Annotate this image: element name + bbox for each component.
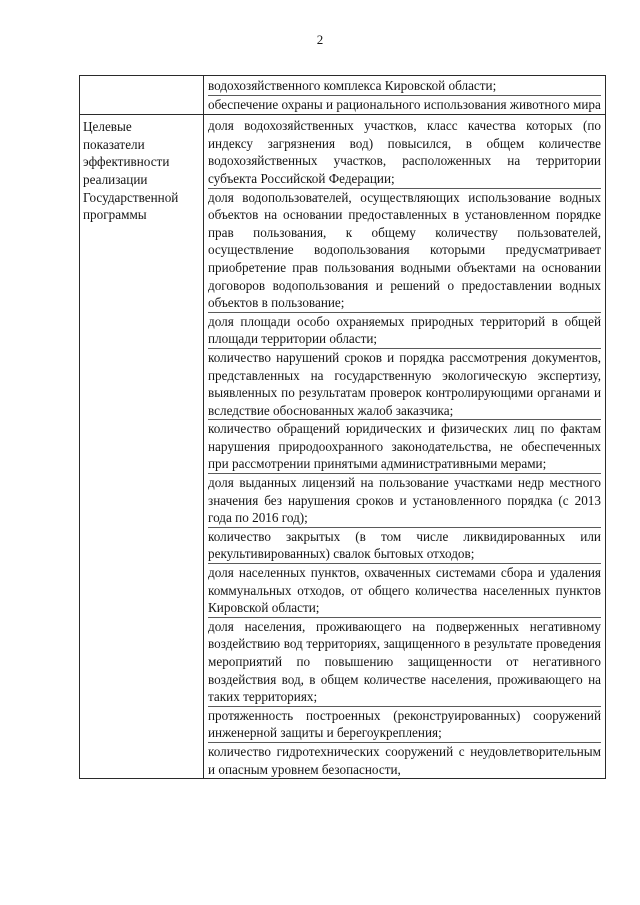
indicators-content-cell — [204, 115, 606, 779]
list-item: количество гидротехнических сооружений с неудовлетворительным и опасным уровнем безопасности, — [208, 743, 601, 777]
list-item: доля водопользователей, осуществляющих использование водных объектов на основании предоставленных в установленном порядке прав пользования, к общему количеству пользователей, осуществление водопользования которыми предусматривает приобретение прав пользования водными объектами на основании договоров водопользования и решений о предоставлении водных объектов в пользование; — [208, 189, 601, 313]
label-line: программы — [83, 207, 147, 223]
program-passport-table — [79, 75, 606, 779]
table-row — [80, 115, 606, 779]
table-row — [80, 76, 606, 115]
label-line: Целевые — [83, 119, 132, 135]
list-item: количество обращений юридических и физических лиц по фактам нарушения природоохранного законодательства, не обеспеченных при рассмотрении принятыми административными мерами; — [208, 420, 601, 474]
label-line: показатели — [83, 136, 145, 152]
list-item: количество нарушений сроков и порядка рассмотрения документов, представленных на государственную экологическую экспертизу, выявленных по результатам проверок контролирующими органами и вследствие обоснованных жалоб заказчика; — [208, 349, 601, 420]
list-item: водохозяйственного комплекса Кировской области; — [208, 77, 601, 96]
list-item: количество закрытых (в том числе ликвидированных или рекультивированных) свалок бытовых отходов; — [208, 528, 601, 564]
label-line: Государственной — [83, 189, 179, 205]
list-item: доля населения, проживающего на подверженных негативному воздействию вод территориях, защищенного в результате проведения мероприятий по повышению защищенности от негативного воздействия вод, в общем количестве населения, проживающего на таких территориях; — [208, 618, 601, 707]
list-item: доля водохозяйственных участков, класс качества которых (по индексу загрязнения вод) повысился, в общем количестве водохозяйственных участков, расположенных на территории субъекта Российской Федерации; — [208, 117, 601, 188]
page-number: 2 — [316, 32, 324, 47]
indicators-label-cell — [80, 115, 204, 779]
list-item: обеспечение охраны и рационального использования животного мира — [208, 96, 601, 112]
label-line: эффективности — [83, 154, 170, 170]
label-line: реализации — [83, 171, 148, 187]
list-item: доля площади особо охраняемых природных территорий в общей площади территории области; — [208, 313, 601, 349]
list-item: доля населенных пунктов, охваченных системами сбора и удаления коммунальных отходов, от общего количества населенных пунктов Кировской области; — [208, 564, 601, 618]
list-item: протяженность построенных (реконструированных) сооружений инженерной защиты и берегоукрепления; — [208, 707, 601, 743]
content-cell — [204, 76, 606, 115]
list-item: доля выданных лицензий на пользование участками недр местного значения без нарушения сроков и установленного порядка (с 2013 года по 2016 год); — [208, 474, 601, 528]
label-cell — [80, 76, 204, 115]
